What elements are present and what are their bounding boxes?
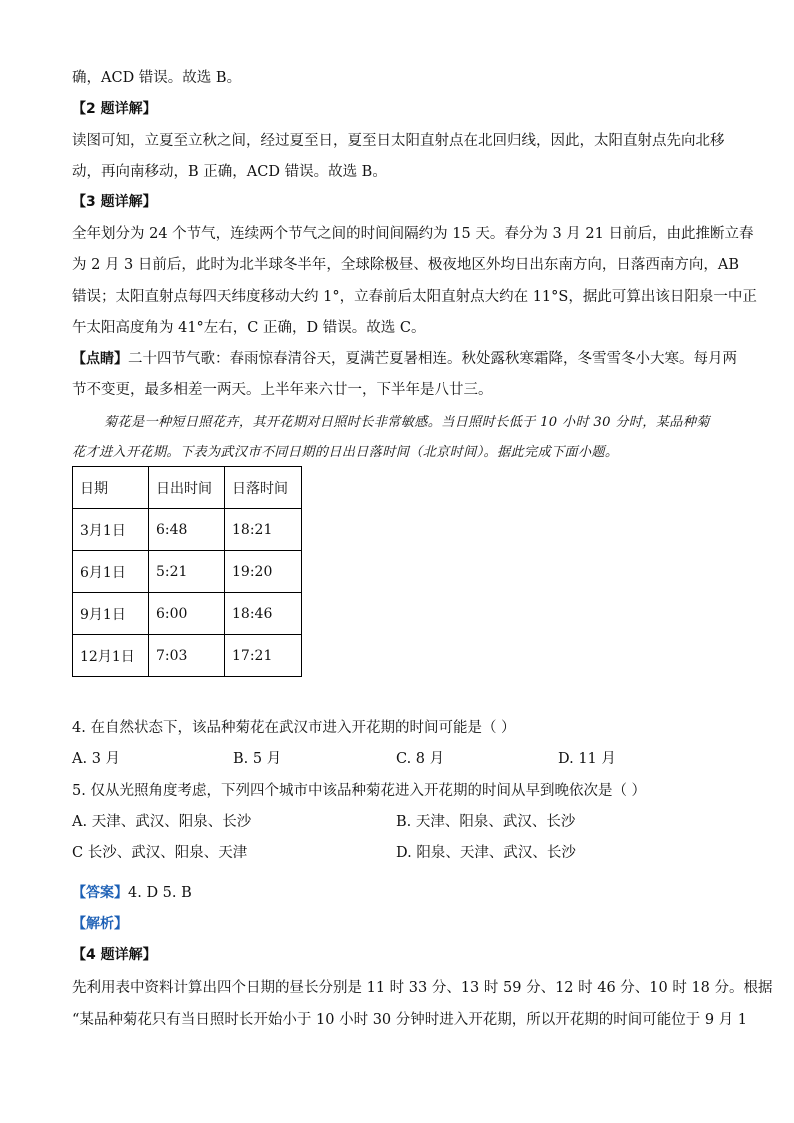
- tip-paragraph: [72, 347, 737, 368]
- tip-label: 【点睛】: [72, 351, 128, 367]
- question-4-stem: 4. 在自然状态下，该品种菊花在武汉市进入开花期的时间可能是（ ）: [72, 720, 516, 736]
- text-line: 午太阳高度角为 41°左右，C 正确，D 错误。故选 C。: [72, 320, 426, 336]
- table-cell: 17:21: [225, 635, 302, 677]
- question-5-option-b: B. 天津、阳泉、武汉、长沙: [396, 814, 576, 830]
- table-header-row: [73, 467, 302, 509]
- table-cell: 19:20: [225, 551, 302, 593]
- tip-text: 二十四节气歌：春雨惊春清谷天，夏满芒夏暑相连。秋处露秋寒霜降，冬雪雪冬小大寒。每月两: [128, 351, 737, 367]
- table-cell: 18:21: [225, 509, 302, 551]
- table-cell: 6:48: [149, 509, 225, 551]
- text-line: 先利用表中资料计算出四个日期的昼长分别是 11 时 33 分、13 时 59 分、12 时 46 分、10 时 18 分。根据: [72, 980, 773, 996]
- question-5-option-d: D. 阳泉、天津、武汉、长沙: [396, 845, 576, 861]
- question-4-option-c: C. 8 月: [396, 751, 445, 767]
- text-line: 读图可知，立夏至立秋之间，经过夏至日，夏至日太阳直射点在北回归线，因此，太阳直射点先向北移: [72, 133, 725, 149]
- question-4-option-d: D. 11 月: [558, 751, 616, 767]
- text-line: 全年划分为 24 个节气，连续两个节气之间的时间间隔约为 15 天。春分为 3 月 21 日前后，由此推断立春: [72, 226, 754, 242]
- text-line: 动，再向南移动，B 正确，ACD 错误。故选 B。: [72, 164, 387, 180]
- table-row: [73, 509, 302, 551]
- section-heading-q3: 【3 题详解】: [72, 194, 157, 210]
- text-line: 为 2 月 3 日前后，此时为北半球冬半年，全球除极昼、极夜地区外均日出东南方向，日落西南方向，AB: [72, 257, 740, 273]
- table-header-cell: 日期: [73, 467, 149, 509]
- text-line: 确，ACD 错误。故选 B。: [72, 70, 242, 86]
- answer-label: 【答案】: [72, 885, 128, 901]
- table-cell: 18:46: [225, 593, 302, 635]
- question-5-option-a: A. 天津、武汉、阳泉、长沙: [72, 814, 252, 830]
- table-header-cell: 日落时间: [225, 467, 302, 509]
- table-header-cell: 日出时间: [149, 467, 225, 509]
- analysis-label: 【解析】: [72, 916, 128, 932]
- table-cell: 9月1日: [73, 593, 149, 635]
- text-line: “某品种菊花只有当日照时长开始小于 10 小时 30 分钟时进入开花期，所以开花期的时间可能位于 9 月 1: [72, 1012, 748, 1028]
- section-heading-q4: 【4 题详解】: [72, 947, 157, 963]
- sunrise-sunset-table: [72, 466, 302, 677]
- intro-line: 花才进入开花期。下表为武汉市不同日期的日出日落时间（北京时间）。据此完成下面小题。: [72, 445, 619, 460]
- table-cell: 5:21: [149, 551, 225, 593]
- intro-line: 菊花是一种短日照花卉，其开花期对日照时长非常敏感。当日照时长低于 10 小时 30 分时，某品种菊: [104, 415, 710, 430]
- table-cell: 12月1日: [73, 635, 149, 677]
- table-cell: 7:03: [149, 635, 225, 677]
- question-4-option-a: A. 3 月: [72, 751, 121, 767]
- table-cell: 6:00: [149, 593, 225, 635]
- answer-text: 4. D 5. B: [128, 885, 192, 901]
- text-line: 节不变更，最多相差一两天。上半年来六廿一，下半年是八廿三。: [72, 382, 493, 398]
- question-5-stem: 5. 仅从光照角度考虑，下列四个城市中该品种菊花进入开花期的时间从早到晚依次是（ ）: [72, 783, 647, 799]
- answer-line: [72, 882, 192, 902]
- question-5-option-c: C 长沙、武汉、阳泉、天津: [72, 845, 248, 861]
- text-line: 错误；太阳直射点每四天纬度移动大约 1°，立春前后太阳直射点大约在 11°S，据此可算出该日阳泉一中正: [72, 289, 757, 305]
- section-heading-q2: 【2 题详解】: [72, 101, 157, 117]
- table-row: [73, 551, 302, 593]
- table-row: [73, 635, 302, 677]
- table-cell: 3月1日: [73, 509, 149, 551]
- table-row: [73, 593, 302, 635]
- question-4-option-b: B. 5 月: [233, 751, 282, 767]
- table-cell: 6月1日: [73, 551, 149, 593]
